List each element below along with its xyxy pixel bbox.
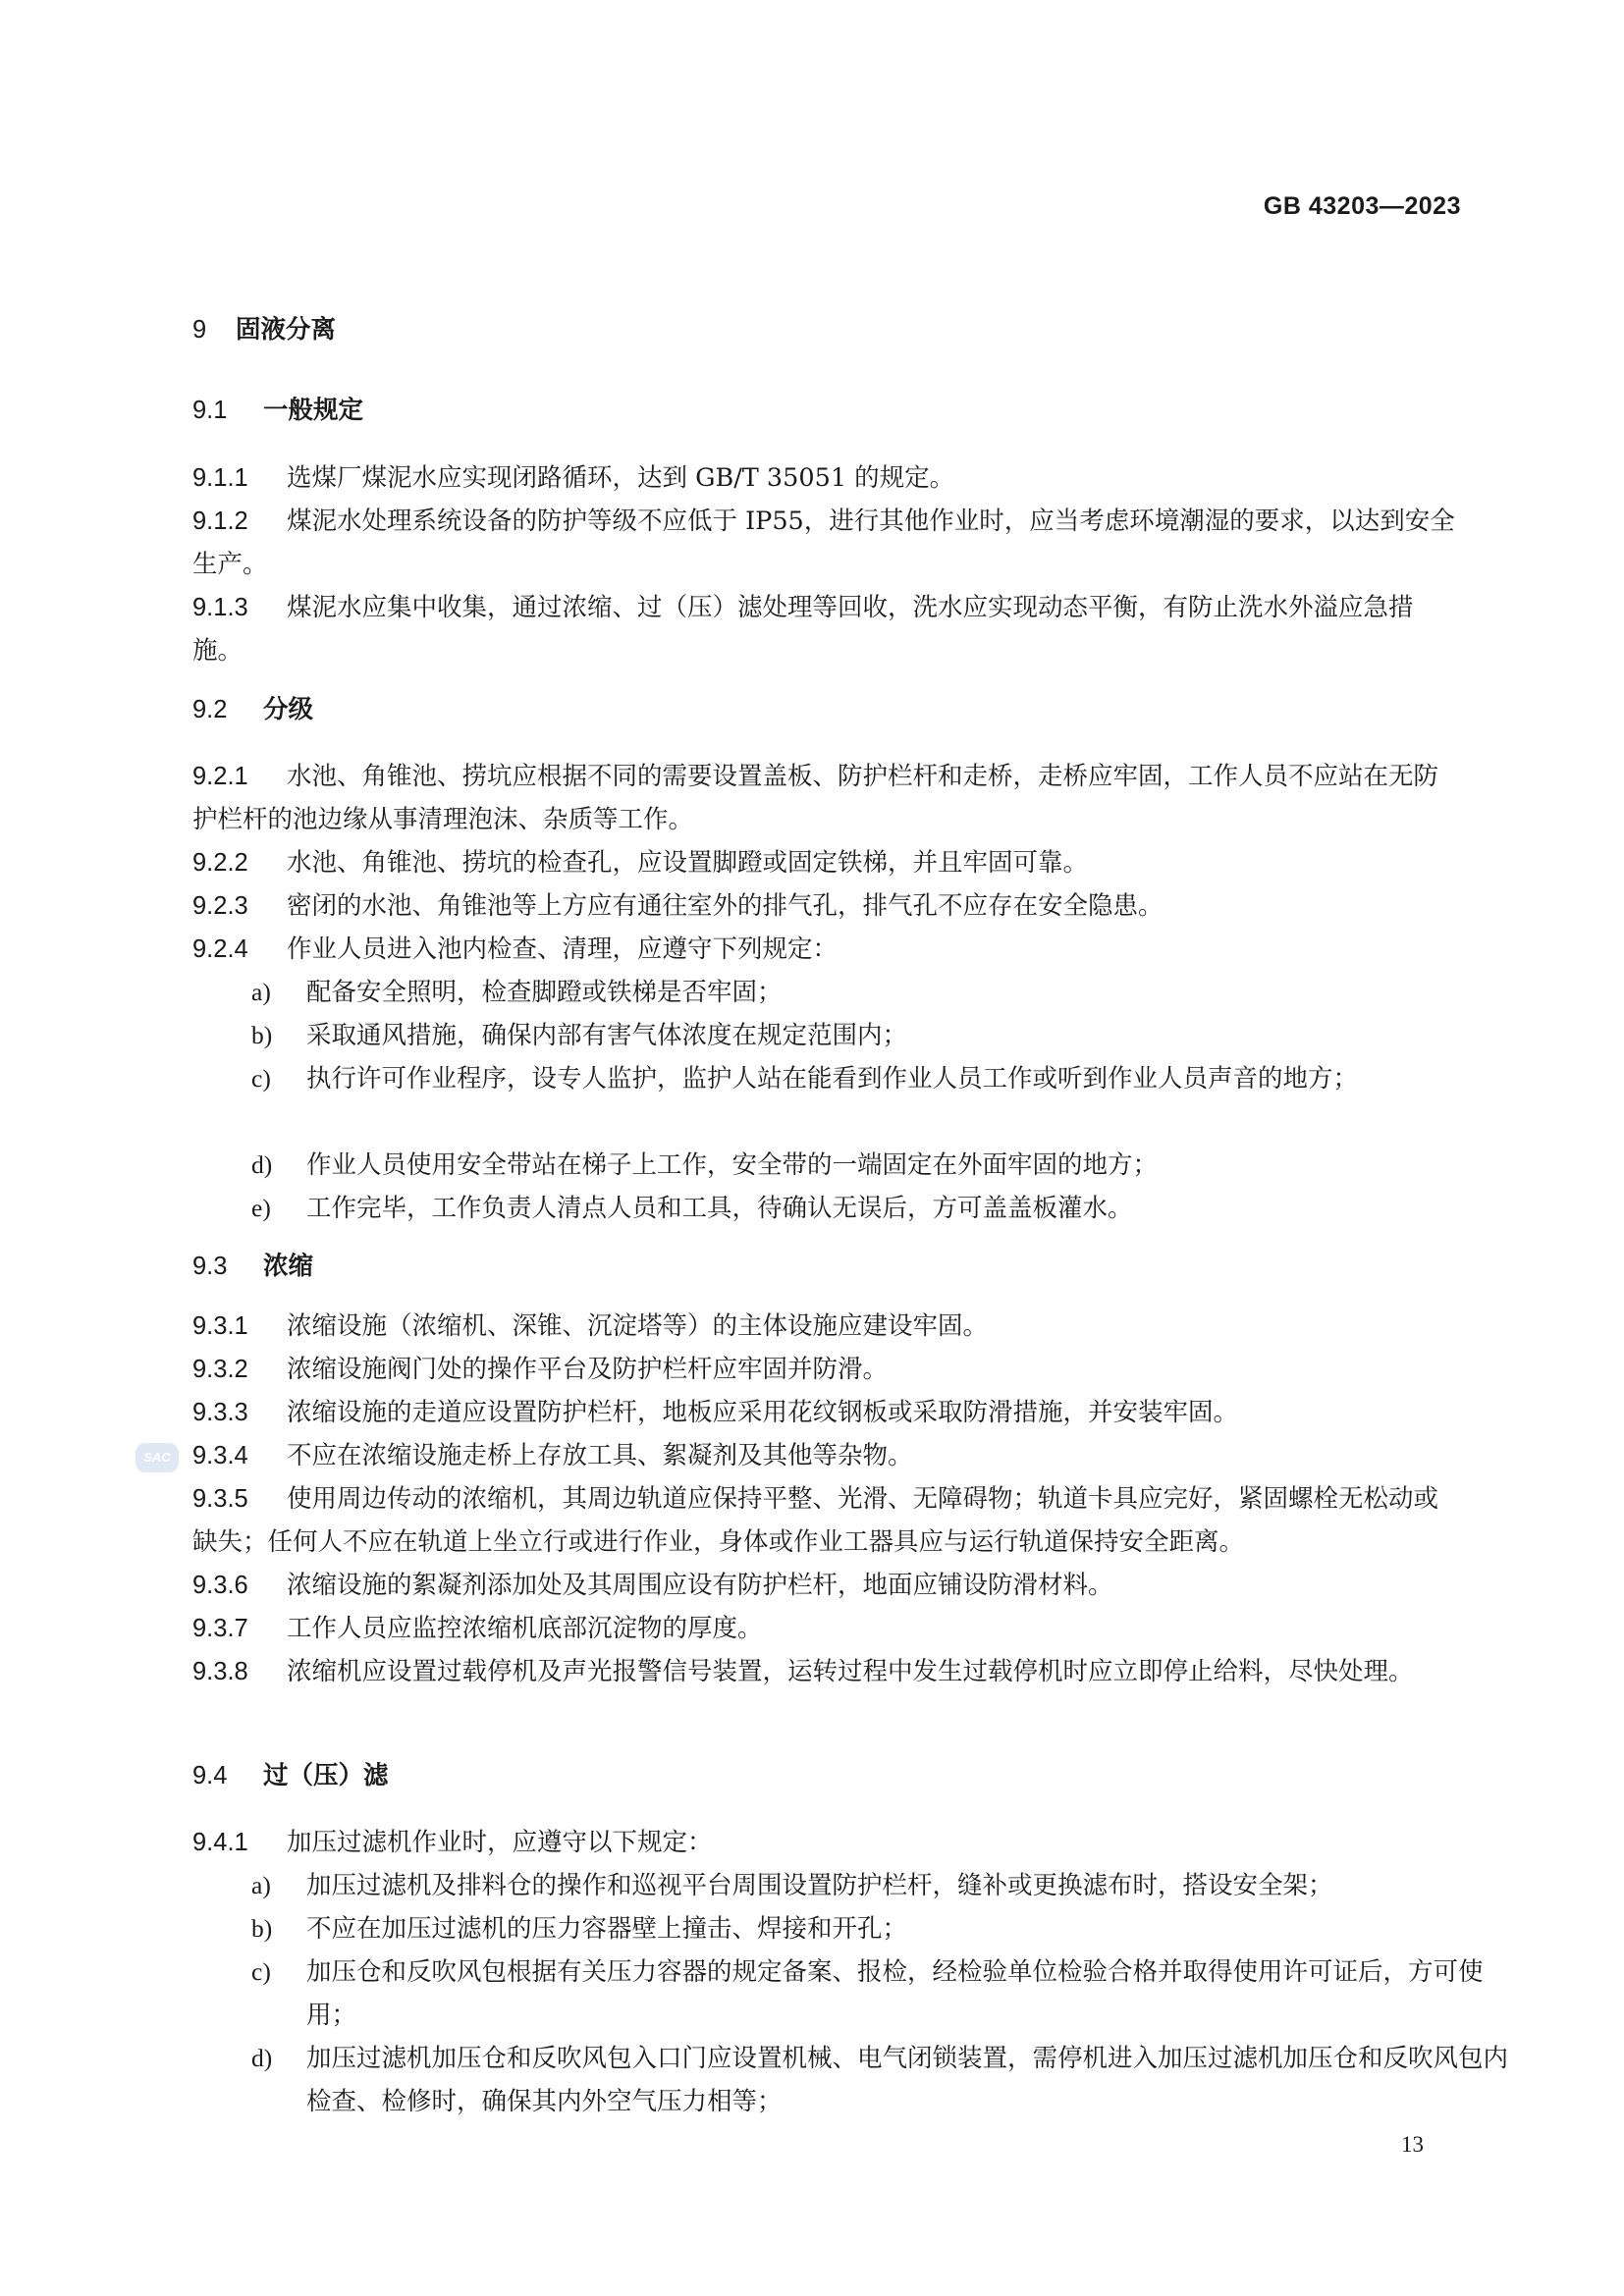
list-item-text: 不应在加压过滤机的压力容器壁上撞击、焊接和开孔； bbox=[306, 1914, 908, 1944]
page-number: 13 bbox=[1401, 2132, 1424, 2157]
clause-number: 9.3.8 bbox=[192, 1658, 248, 1685]
list-item-text: 加压仓和反吹风包根据有关压力容器的规定备案、报检，经检验单位检验合格并取得使用许可证后，方可使用； bbox=[306, 1957, 1484, 2030]
list-item-marker: d) bbox=[251, 2044, 273, 2072]
section-heading bbox=[192, 389, 1461, 432]
section-heading bbox=[192, 1245, 1461, 1288]
clause-number: 9.3.2 bbox=[192, 1356, 248, 1383]
list-item-marker: b) bbox=[251, 1021, 273, 1049]
section-title: 过（压）滤 bbox=[263, 1761, 389, 1790]
list-item bbox=[251, 1864, 1516, 1907]
section-title: 一般规定 bbox=[263, 396, 364, 425]
clause-number: 9.1.1 bbox=[192, 464, 248, 492]
watermark-text: SAC bbox=[143, 1450, 171, 1465]
clause-text: 浓缩设施（浓缩机、深锥、沉淀塔等）的主体设施应建设牢固。 bbox=[287, 1311, 989, 1341]
chapter-title: 固液分离 bbox=[236, 315, 337, 345]
clause-number: 9.3.3 bbox=[192, 1399, 248, 1426]
clause-number: 9.1.2 bbox=[192, 507, 248, 535]
list-item-text: 加压过滤机及排料仓的操作和巡视平台周围设置防护栏杆，缝补或更换滤布时，搭设安全架； bbox=[306, 1871, 1333, 1900]
section-heading bbox=[192, 688, 1461, 731]
clause-number: 9.2.4 bbox=[192, 935, 248, 963]
clause bbox=[192, 1564, 1461, 1607]
clause bbox=[192, 1391, 1461, 1434]
list-item-text: 采取通风措施，确保内部有害气体浓度在规定范围内； bbox=[306, 1021, 908, 1050]
list-item-marker: b) bbox=[251, 1914, 273, 1943]
clause bbox=[192, 1434, 1461, 1477]
clause-number: 9.1.3 bbox=[192, 594, 248, 621]
clause-number: 9.3.5 bbox=[192, 1485, 248, 1513]
clause-number: 9.2.2 bbox=[192, 849, 248, 877]
clause bbox=[192, 500, 1461, 586]
list-item bbox=[251, 1057, 1516, 1100]
clause-text: 浓缩设施的絮凝剂添加处及其周围应设有防护栏杆，地面应铺设防滑材料。 bbox=[287, 1571, 1113, 1600]
list-item-text: 加压过滤机加压仓和反吹风包入口门应设置机械、电气闭锁装置，需停机进入加压过滤机加压仓和反吹风包内检查、检修时，确保其内外空气压力相等； bbox=[306, 2044, 1509, 2116]
clause-number: 9.3.1 bbox=[192, 1312, 248, 1340]
clause-text: 作业人员进入池内检查、清理，应遵守下列规定： bbox=[287, 934, 839, 964]
clause-number: 9.3.7 bbox=[192, 1615, 248, 1642]
clause-text: 水池、角锥池、捞坑应根据不同的需要设置盖板、防护栏杆和走桥，走桥应牢固，工作人员不应站在无防护栏杆的池边缘从事清理泡沫、杂质等工作。 bbox=[192, 762, 1439, 834]
section-number: 9.1 bbox=[192, 397, 228, 424]
clause bbox=[192, 1305, 1461, 1348]
list-item bbox=[251, 1144, 1516, 1187]
section-title: 浓缩 bbox=[263, 1252, 314, 1281]
section-number: 9.2 bbox=[192, 696, 228, 723]
clause bbox=[192, 456, 1461, 500]
list-item-text: 配备安全照明，检查脚蹬或铁梯是否牢固； bbox=[306, 978, 783, 1007]
clause bbox=[192, 884, 1461, 928]
clause bbox=[192, 1477, 1461, 1564]
list-item bbox=[251, 2037, 1516, 2123]
sac-watermark-logo bbox=[135, 1443, 179, 1472]
clause-text: 密闭的水池、角锥池等上方应有通往室外的排气孔，排气孔不应存在安全隐患。 bbox=[287, 891, 1164, 921]
list-item-marker: c) bbox=[251, 1064, 271, 1093]
standard-code: GB 43203—2023 bbox=[1263, 192, 1461, 220]
clause-text: 不应在浓缩设施走桥上存放工具、絮凝剂及其他等杂物。 bbox=[287, 1441, 913, 1470]
clause-number: 9.2.1 bbox=[192, 763, 248, 790]
clause bbox=[192, 1348, 1461, 1391]
list-item-marker: a) bbox=[251, 978, 271, 1006]
clause bbox=[192, 1650, 1461, 1693]
clause bbox=[192, 928, 1461, 971]
list-item bbox=[251, 1014, 1516, 1057]
clause-number: 9.2.3 bbox=[192, 892, 248, 920]
clause bbox=[192, 841, 1461, 884]
list-item bbox=[251, 1187, 1516, 1230]
list-item-marker: d) bbox=[251, 1150, 273, 1179]
section-number: 9.4 bbox=[192, 1762, 228, 1789]
list-item-text: 执行许可作业程序，设专人监护，监护人站在能看到作业人员工作或听到作业人员声音的地方； bbox=[306, 1064, 1359, 1094]
list-item bbox=[251, 1907, 1516, 1950]
clause bbox=[192, 586, 1461, 672]
clause-text: 浓缩机应设置过载停机及声光报警信号装置，运转过程中发生过载停机时应立即停止给料，尽快处理。 bbox=[287, 1657, 1414, 1686]
chapter-heading bbox=[192, 308, 1461, 351]
clause-text: 水池、角锥池、捞坑的检查孔，应设置脚蹬或固定铁梯，并且牢固可靠。 bbox=[287, 848, 1089, 878]
list-item-text: 作业人员使用安全带站在梯子上工作，安全带的一端固定在外面牢固的地方； bbox=[306, 1150, 1159, 1180]
clause bbox=[192, 1607, 1461, 1650]
section-title: 分级 bbox=[263, 695, 314, 724]
list-item-text: 工作完毕，工作负责人清点人员和工具，待确认无误后，方可盖盖板灌水。 bbox=[306, 1194, 1133, 1223]
clause-number: 9.3.4 bbox=[192, 1442, 248, 1469]
clause-text: 煤泥水应集中收集，通过浓缩、过（压）滤处理等回收，洗水应实现动态平衡，有防止洗水外溢应急措施。 bbox=[192, 593, 1414, 666]
list-item bbox=[251, 971, 1516, 1014]
clause-text: 使用周边传动的浓缩机，其周边轨道应保持平整、光滑、无障碍物；轨道卡具应完好，紧固螺栓无松动或缺失；任何人不应在轨道上坐立行或进行作业，身体或作业工器具应与运行轨道保持安全距离。 bbox=[192, 1484, 1439, 1557]
clause-text: 浓缩设施阀门处的操作平台及防护栏杆应牢固并防滑。 bbox=[287, 1355, 889, 1384]
list-item-marker: a) bbox=[251, 1871, 271, 1899]
list-item-marker: c) bbox=[251, 1957, 271, 1986]
section-number: 9.3 bbox=[192, 1253, 228, 1280]
clause bbox=[192, 755, 1461, 841]
list-item-marker: e) bbox=[251, 1194, 271, 1222]
clause-number: 9.3.6 bbox=[192, 1572, 248, 1599]
section-heading bbox=[192, 1754, 1461, 1797]
clause-text: 工作人员应监控浓缩机底部沉淀物的厚度。 bbox=[287, 1614, 763, 1643]
clause bbox=[192, 1821, 1461, 1864]
clause-text: 浓缩设施的走道应设置防护栏杆，地板应采用花纹钢板或采取防滑措施，并安装牢固。 bbox=[287, 1398, 1239, 1427]
list-item bbox=[251, 1950, 1516, 2037]
clause-text: 煤泥水处理系统设备的防护等级不应低于 IP55，进行其他作业时，应当考虑环境潮湿的要求，以达到安全生产。 bbox=[192, 507, 1455, 579]
clause-number: 9.4.1 bbox=[192, 1829, 248, 1856]
clause-text: 加压过滤机作业时，应遵守以下规定： bbox=[287, 1828, 713, 1857]
chapter-number: 9 bbox=[192, 316, 207, 344]
clause-text: 选煤厂煤泥水应实现闭路循环，达到 GB/T 35051 的规定。 bbox=[287, 463, 955, 493]
